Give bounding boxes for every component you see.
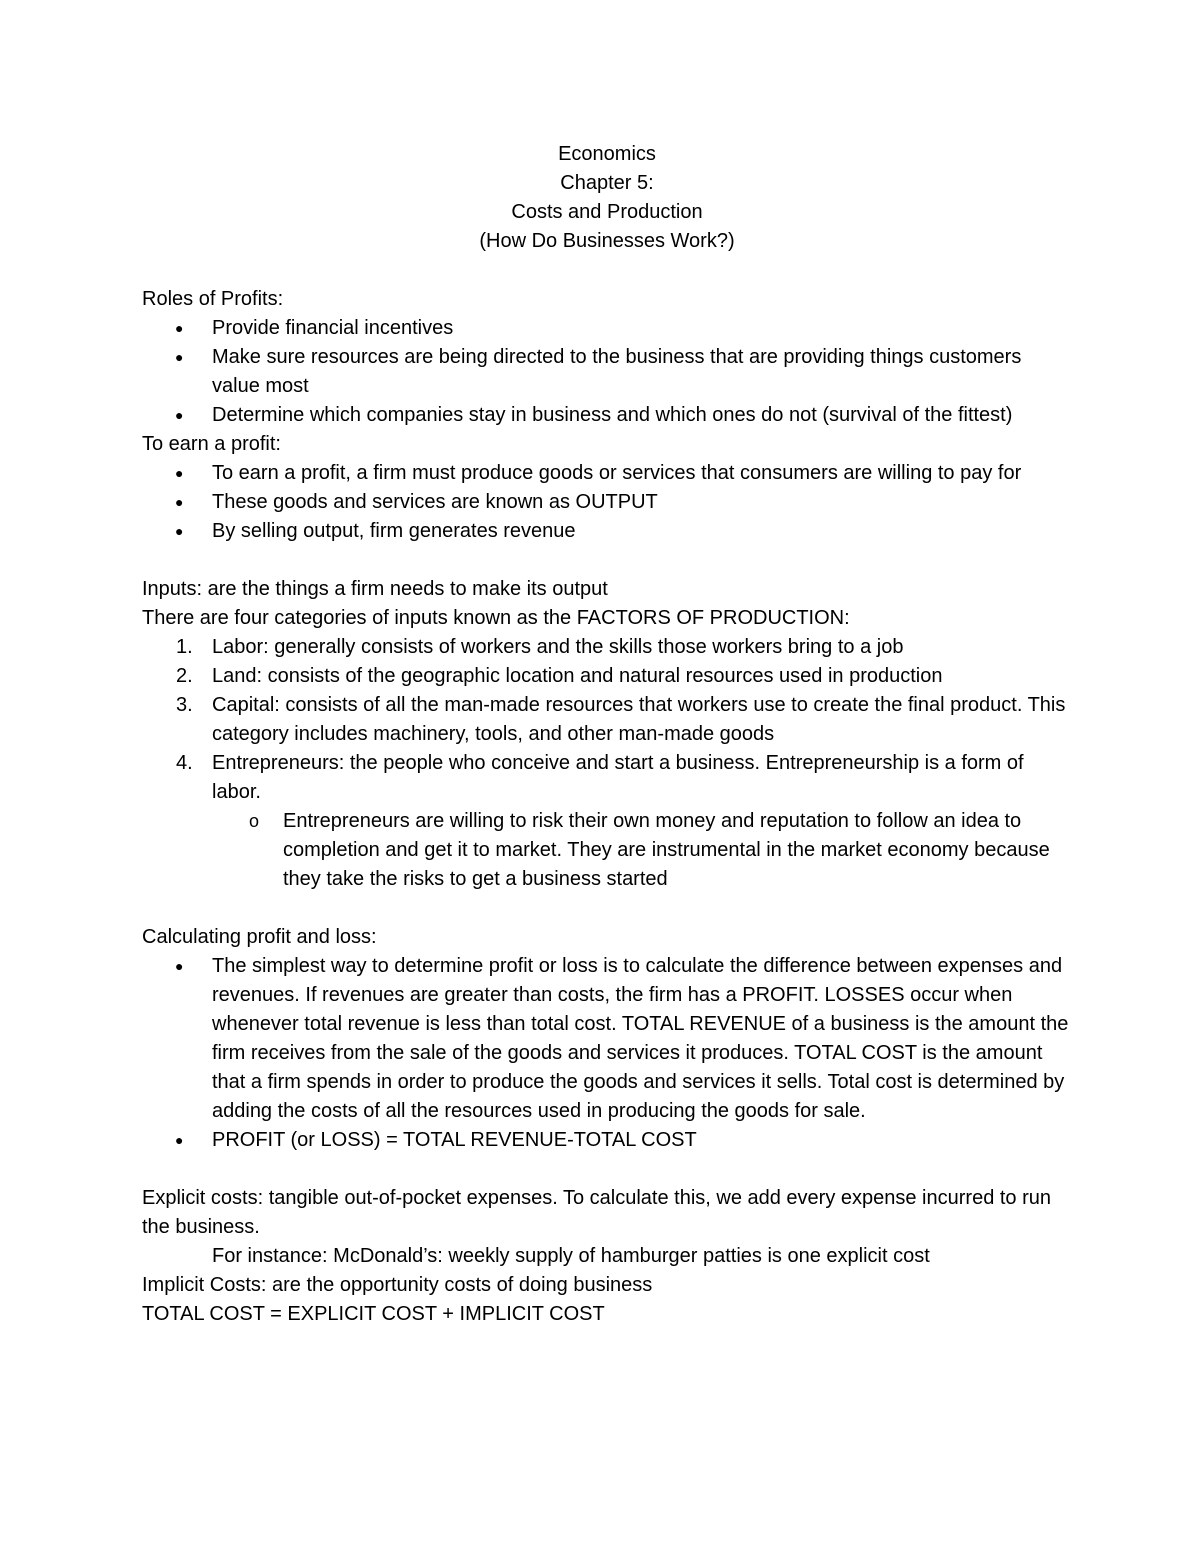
subject-title: Economics xyxy=(558,143,656,165)
chapter-number: Chapter 5: xyxy=(560,172,654,194)
explicit-costs-definition: Explicit costs: tangible out-of-pocket expenses. To calculate this, we add every expense incurred to run the business. xyxy=(142,1187,1052,1238)
bullet-icon: ● xyxy=(175,407,184,423)
earn-profit-list xyxy=(142,459,1072,546)
list-item: 3. Capital: consists of all the man-made resources that workers use to create the final product. This category includes machinery, tools, and other man-made goods xyxy=(142,691,1072,749)
item-number: 1. xyxy=(176,636,193,658)
list-item: 2. Land: consists of the geographic location and natural resources used in production xyxy=(142,662,1072,691)
chapter-title: Costs and Production xyxy=(511,201,703,223)
list-item: 1. Labor: generally consists of workers and the skills those workers bring to a job xyxy=(142,633,1072,662)
item-number: 3. xyxy=(176,694,193,716)
bullet-icon: ● xyxy=(175,320,184,336)
bullet-icon: ● xyxy=(175,523,184,539)
list-item: ● These goods and services are known as OUTPUT xyxy=(142,488,1072,517)
spacer xyxy=(142,894,1072,923)
list-item: ● Determine which companies stay in business and which ones do not (survival of the fittest) xyxy=(142,401,1072,430)
spacer xyxy=(142,256,1072,285)
roles-of-profits-heading: Roles of Profits: xyxy=(142,288,284,310)
calc-heading: Calculating profit and loss: xyxy=(142,926,377,948)
spacer xyxy=(142,546,1072,575)
bullet-icon: ● xyxy=(175,349,184,365)
list-item: ● Provide financial incentives xyxy=(142,314,1072,343)
bullet-icon: ● xyxy=(175,1132,184,1148)
item-number: 4. xyxy=(176,752,193,774)
earn-profit-heading: To earn a profit: xyxy=(142,433,281,455)
entrepreneurs-sublist xyxy=(212,807,1072,894)
chapter-subtitle: (How Do Businesses Work?) xyxy=(479,230,735,252)
spacer xyxy=(142,1155,1072,1184)
list-item: ● PROFIT (or LOSS) = TOTAL REVENUE-TOTAL COST xyxy=(142,1126,1072,1155)
item-number: 2. xyxy=(176,665,193,687)
explicit-costs-example: For instance: McDonald’s: weekly supply of hamburger patties is one explicit cost xyxy=(212,1245,930,1267)
total-cost-formula: TOTAL COST = EXPLICIT COST + IMPLICIT COST xyxy=(142,1303,605,1325)
document-page xyxy=(142,140,1072,1329)
list-item: ● By selling output, firm generates revenue xyxy=(142,517,1072,546)
inputs-definition: Inputs: are the things a firm needs to make its output xyxy=(142,578,608,600)
list-item: ● The simplest way to determine profit or loss is to calculate the difference between expenses and revenues. If revenues are greater than costs, the firm has a PROFIT. LOSSES occur when whenever total revenue is less than total cost. TOTAL REVENUE of a business is the amount the firm receives from the sale of the goods and services it produces. TOTAL COST is the amount that a firm spends in order to produce the goods and services it sells. Total cost is determined by adding the costs of all the resources used in producing the goods for sale. xyxy=(142,952,1072,1126)
bullet-icon: ● xyxy=(175,958,184,974)
bullet-icon: ● xyxy=(175,465,184,481)
factors-of-production-list xyxy=(142,633,1072,894)
list-item: o Entrepreneurs are willing to risk their own money and reputation to follow an idea to completion and get it to market. They are instrumental in the market economy because they take the risks to get a business started xyxy=(212,807,1072,894)
list-item: 4. Entrepreneurs: the people who conceive and start a business. Entrepreneurship is a form of labor. o Entrepreneurs are willing to risk their own money and reputation to follow an idea to completion and get it to market. They are instrumental in the market economy because they take the risks to get a business started xyxy=(142,749,1072,894)
list-item: ● To earn a profit, a firm must produce goods or services that consumers are willing to pay for xyxy=(142,459,1072,488)
implicit-costs-definition: Implicit Costs: are the opportunity costs of doing business xyxy=(142,1274,653,1296)
roles-of-profits-list xyxy=(142,314,1072,430)
list-item: ● Make sure resources are being directed to the business that are providing things customers value most xyxy=(142,343,1072,401)
bullet-icon: ● xyxy=(175,494,184,510)
circle-bullet-icon: o xyxy=(249,811,260,831)
calc-list xyxy=(142,952,1072,1155)
factors-of-production-intro: There are four categories of inputs known as the FACTORS OF PRODUCTION: xyxy=(142,607,850,629)
title-block xyxy=(142,140,1072,256)
